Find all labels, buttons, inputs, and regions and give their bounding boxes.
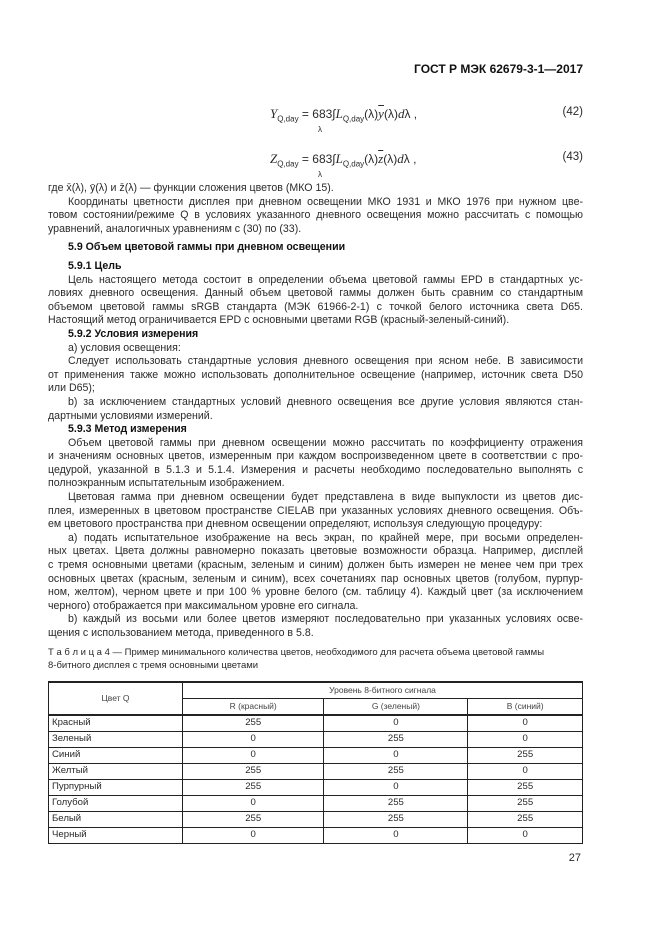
paragraph-gamut: Цветовая гамма при дневном освещении будет представлена в виде выпуклости из цветов дис- плея, измеренных в цветовом пространстве CIELAB при указанных условиях дневного освещения. Объ- ем цветового пространства при дневном освещении определяют, используя следующую процедуру: — [48, 491, 583, 531]
list-item-b: b) за исключением стандартных условий дневного освещения все другие условия являются стан- дартными условиями измерений. — [48, 395, 583, 422]
section-heading-5-9: 5.9 Объем цветовой гаммы при дневном освещении — [68, 241, 346, 254]
signal-value-cell: 255 — [468, 747, 583, 763]
signal-value-cell: 0 — [468, 763, 583, 779]
equation-number: (42) — [562, 106, 583, 118]
signal-value-cell: 0 — [324, 747, 468, 763]
column-header-b: B (синий) — [468, 698, 583, 715]
signal-value-cell: 0 — [183, 795, 324, 811]
signal-value-cell: 255 — [183, 715, 324, 732]
section-heading-5-9-3: 5.9.3 Метод измерения — [68, 423, 187, 436]
equation-43: $Z_{Q,day} = 683\int L_{Q,day}(\lambda)\overline{z}(\lambda)d\lambda$ , λ (43) — [270, 151, 583, 179]
signal-value-cell: 0 — [183, 747, 324, 763]
signal-value-cell: 255 — [183, 811, 324, 827]
paragraph-coordinates: Координаты цветности дисплея при дневном освещении МКО 1931 и МКО 1976 при нужном цве- товом состоянии/режиме Q в условиях указанного дневного освещения можно рассчитать с помощью уравнений, аналогичных уравнениям с (30) по (33). — [48, 195, 583, 235]
column-header-color: Цвет Q — [49, 682, 183, 715]
table-row — [49, 795, 583, 811]
signal-value-cell: 0 — [324, 827, 468, 843]
color-name-cell: Пурпурный — [49, 779, 183, 795]
color-signal-table — [48, 681, 583, 844]
signal-value-cell: 0 — [183, 827, 324, 843]
procedure-item-b: b) каждый из восьми или более цветов измеряют последовательно при указанных условиях осве- щения с использованием метода, приведенного в 5.8. — [48, 613, 583, 639]
column-header-g: G (зеленый) — [324, 698, 468, 715]
color-name-cell: Синий — [49, 747, 183, 763]
table-caption: Т а б л и ц а 4 — Пример минимального количества цветов, необходимого для расчета объема цветовой гаммы 8-битного дисплея с тремя основными цветами — [48, 646, 545, 672]
page-number: 27 — [568, 851, 581, 864]
signal-value-cell: 255 — [468, 795, 583, 811]
list-item-a-label: а) условия освещения: — [68, 341, 181, 354]
section-heading-5-9-2: 5.9.2 Условия измерения — [68, 327, 199, 340]
equation-number: (43) — [562, 151, 583, 163]
signal-value-cell: 0 — [183, 731, 324, 747]
signal-value-cell: 255 — [324, 811, 468, 827]
signal-value-cell: 255 — [468, 779, 583, 795]
section-heading-5-9-1: 5.9.1 Цель — [68, 259, 122, 272]
signal-value-cell: 255 — [468, 811, 583, 827]
signal-value-cell: 0 — [468, 731, 583, 747]
table-row — [49, 779, 583, 795]
signal-value-cell: 255 — [324, 795, 468, 811]
table-row — [49, 811, 583, 827]
color-name-cell: Белый — [49, 811, 183, 827]
color-name-cell: Черный — [49, 827, 183, 843]
table-row — [49, 827, 583, 843]
where-line: где x̄(λ), ȳ(λ) и z̄(λ) — функции сложения цветов (МКО 15). — [48, 182, 334, 194]
signal-value-cell: 255 — [324, 763, 468, 779]
paragraph-goal: Цель настоящего метода состоит в определении объема цветовой гаммы EPD в стандартных ус- ловиях дневного освещения. Данный объем цветовой гаммы должен быть сравним со стандартным объемом цветовой гаммы sRGB стандарта (МЭК 61966-2-1) с точкой белого источника света D65. Настоящий метод ограничивается EPD с основными цветами RGB (красный-зеленый-синий). — [48, 273, 583, 327]
color-name-cell: Красный — [49, 715, 183, 732]
paragraph-conditions: Следует использовать стандартные условия дневного освещения при ясном небе. В зависимости от применения также можно использовать дополнительное освещение (например, источник света D50 или D65); — [48, 355, 583, 395]
color-name-cell: Голубой — [49, 795, 183, 811]
signal-value-cell: 0 — [324, 779, 468, 795]
procedure-item-a: а) подать испытательное изображение на весь экран, по крайней мере, при восьми определен- ных цветах. Цвета должны равномерно показать цветовые возможности образца. Например, дисплей с тремя основными цветами (красным, зеленым и синим) должен быть измерен не менее чем при трех основных цветах (красным, зеленым и синим), всех сочетаниях пар основных цветов (голубом, пурпур- ном, желтом), черном цвете и при 100 % уровне белого (см. таблицу 4). Каждый цвет (за исключением черного) отображается при максимальном уровне его сигнала. — [48, 531, 583, 612]
signal-value-cell: 0 — [468, 715, 583, 732]
equation-42: $Y_{Q,day} = 683\int L_{Q,day}(\lambda)\overline{y}(\lambda)d\lambda$ , λ (42) — [270, 106, 583, 134]
paragraph-method: Объем цветовой гаммы при дневном освещении можно рассчитать по коэффициенту отражения и значениям основных цветов, измеренным при каждом воспроизведенном цвете в соответствии с про- цедурой, указанной в 5.1.3 и 5.1.4. Измерения и расчеты необходимо последовательно выполнять с полноэкранным испытательным изображением. — [48, 436, 583, 490]
column-group-header: Уровень 8-битного сигнала — [183, 682, 583, 699]
signal-value-cell: 0 — [324, 715, 468, 732]
document-header: ГОСТ Р МЭК 62679-3-1—2017 — [414, 62, 583, 76]
signal-value-cell: 255 — [183, 779, 324, 795]
signal-value-cell: 255 — [183, 763, 324, 779]
table-row — [49, 763, 583, 779]
color-name-cell: Зеленый — [49, 731, 183, 747]
table-row — [49, 715, 583, 732]
color-name-cell: Желтый — [49, 763, 183, 779]
signal-value-cell: 255 — [324, 731, 468, 747]
signal-value-cell: 0 — [468, 827, 583, 843]
column-header-r: R (красный) — [183, 698, 324, 715]
table-row — [49, 731, 583, 747]
table-row — [49, 747, 583, 763]
body-text — [48, 182, 583, 864]
